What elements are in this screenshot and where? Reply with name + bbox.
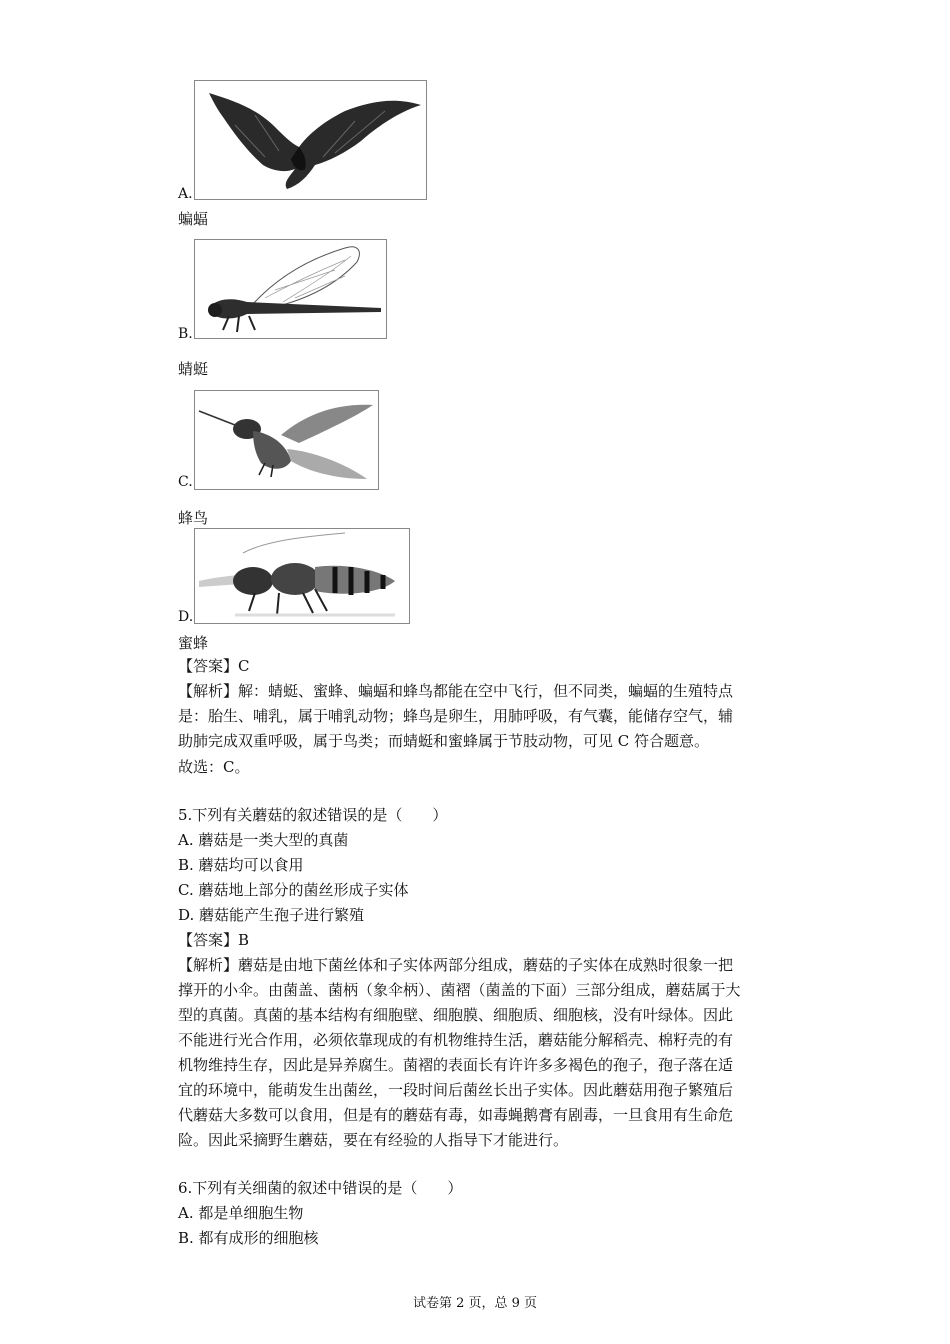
option-b-caption: 蜻蜓 xyxy=(178,360,209,378)
hummingbird-image xyxy=(194,390,379,490)
q4-analysis-line: 故选：C。 xyxy=(178,758,250,776)
bee-image xyxy=(194,528,410,624)
q5-analysis-line: 代蘑菇大多数可以食用，但是有的蘑菇有毒，如毒蝇鹅膏有剧毒，一旦食用有生命危 xyxy=(178,1106,734,1124)
page-footer: 试卷第 2 页，总 9 页 xyxy=(412,1296,538,1311)
q6-option-a: A. 都是单细胞生物 xyxy=(178,1204,304,1222)
q5-analysis-line: 不能进行光合作用，必须依靠现成的有机物维持生活，蘑菇能分解稻壳、棉籽壳的有 xyxy=(178,1031,734,1049)
q5-question: 5.下列有关蘑菇的叙述错误的是（ ） xyxy=(178,806,448,824)
option-c-letter: C. xyxy=(178,474,193,490)
q5-option-c: C. 蘑菇地上部分的菌丝形成子实体 xyxy=(178,881,409,899)
q5-analysis-line: 撑开的小伞。由菌盖、菌柄（象伞柄）、菌褶（菌盖的下面）三部分组成，蘑菇属于大 xyxy=(178,981,741,999)
bat-image xyxy=(194,80,427,200)
dragonfly-image xyxy=(194,239,387,339)
option-b-letter: B. xyxy=(178,326,193,342)
q4-answer: 【答案】C xyxy=(178,657,250,675)
q4-analysis-line: 是：胎生、哺乳，属于哺乳动物；蜂鸟是卵生，用肺呼吸，有气囊，能储存空气，辅 xyxy=(178,707,734,725)
q4-analysis-line: 助肺完成双重呼吸，属于鸟类；而蜻蜓和蜜蜂属于节肢动物，可见 C 符合题意。 xyxy=(178,732,710,750)
option-d-letter: D. xyxy=(178,609,194,625)
option-c-caption: 蜂鸟 xyxy=(178,509,209,527)
q6-option-b: B. 都有成形的细胞核 xyxy=(178,1229,319,1247)
q5-analysis-line: 宜的环境中，能萌发生出菌丝，一段时间后菌丝长出子实体。因此蘑菇用孢子繁殖后 xyxy=(178,1081,734,1099)
q5-option-d: D. 蘑菇能产生孢子进行繁殖 xyxy=(178,906,365,924)
q5-option-b: B. 蘑菇均可以食用 xyxy=(178,856,304,874)
q5-option-a: A. 蘑菇是一类大型的真菌 xyxy=(178,831,349,849)
q5-analysis-line: 险。因此采摘野生蘑菇，要在有经验的人指导下才能进行。 xyxy=(178,1131,569,1149)
option-d-caption: 蜜蜂 xyxy=(178,634,209,652)
q5-analysis-line: 【解析】蘑菇是由地下菌丝体和子实体两部分组成，蘑菇的子实体在成熟时很象一把 xyxy=(178,956,734,974)
q6-question: 6.下列有关细菌的叙述中错误的是（ ） xyxy=(178,1179,463,1197)
q5-answer: 【答案】B xyxy=(178,931,250,949)
option-a-caption: 蝙蝠 xyxy=(178,210,209,228)
q5-analysis-line: 机物维持生存，因此是异养腐生。菌褶的表面长有许许多多褐色的孢子，孢子落在适 xyxy=(178,1056,734,1074)
q5-analysis-line: 型的真菌。真菌的基本结构有细胞壁、细胞膜、细胞质、细胞核，没有叶绿体。因此 xyxy=(178,1006,734,1024)
option-a-letter: A. xyxy=(178,186,193,202)
q4-analysis-line: 【解析】解：蜻蜓、蜜蜂、蝙蝠和蜂鸟都能在空中飞行，但不同类，蝙蝠的生殖特点 xyxy=(178,682,734,700)
